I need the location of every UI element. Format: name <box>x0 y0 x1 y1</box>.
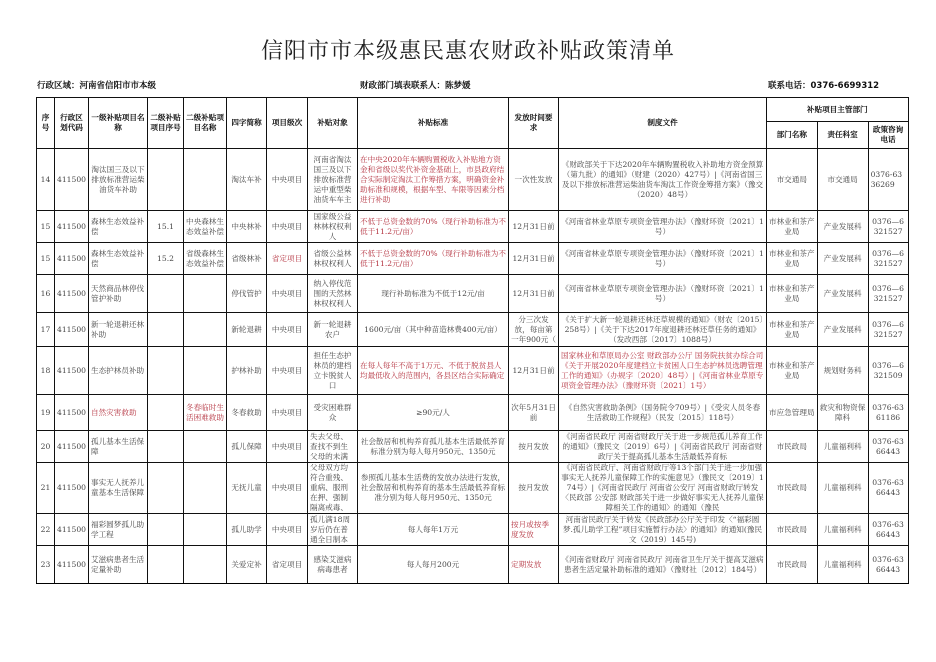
cell-abbr: 冬春救助 <box>227 395 267 431</box>
cell-abbr: 省级林补 <box>227 243 267 275</box>
policy-table <box>36 97 909 584</box>
cell-office: 儿童福利科 <box>817 431 868 463</box>
header-standard: 补贴标准 <box>358 98 509 149</box>
page-title: 信阳市市本级惠民惠农财政补贴政策清单 <box>260 39 675 64</box>
header-target: 补贴对象 <box>308 98 358 149</box>
cell-time: 定期发放 <box>509 546 559 584</box>
cell-time: 按月发放 <box>509 431 559 463</box>
cell-level2 <box>184 347 227 395</box>
cell-level2-seq <box>148 546 184 584</box>
cell-phone: 0376-6366443 <box>868 514 908 546</box>
cell-level1: 艾滋病患者生活定量补助 <box>89 546 148 584</box>
cell-office: 救灾和物资保障科 <box>817 395 868 431</box>
cell-code: 411500 <box>55 275 89 313</box>
cell-level1: 森林生态效益补偿 <box>89 211 148 243</box>
cell-standard: 在中央2020年车辆购置税收入补贴地方资金和省级以奖代补资金基础上，市县政府结合实际制定淘汰工作筹措方案，明确资金补助标准和规模，根据车型、车限等因素分档进行补助 <box>358 149 509 211</box>
cell-level1: 天然商品林停伐管护补助 <box>89 275 148 313</box>
header-dept-group: 补贴项目主管部门 <box>767 98 909 122</box>
cell-office: 产业发展科 <box>817 243 868 275</box>
cell-phone: 0376—6321509 <box>868 347 908 395</box>
cell-docs: 《关于扩大新一轮退耕还林还草规模的通知》（财农〔2015〕258号）|《关于下达2017年度退耕还林还草任务的通知》（发改西部〔2017〕1088号） <box>559 313 767 347</box>
cell-level2-seq: 15.2 <box>148 243 184 275</box>
table-row <box>37 463 909 514</box>
cell-docs: 《财政部关于下达2020年车辆购置税收入补助地方资金预算（第九批）的通知》（财建（2020）427号）|《河南省国三及以下排放标准营运柴油货车淘汰工作资金筹措方案》（豫交（2020）48号） <box>559 149 767 211</box>
cell-standard: 参照孤儿基本生活费的发放办法进行发放，社会散居和机构养育的基本生活最低养育标准分别为每人每月950元、1350元 <box>358 463 509 514</box>
cell-abbr: 孤儿助学 <box>227 514 267 546</box>
cell-time: 12月31日前 <box>509 243 559 275</box>
cell-office: 儿童福利科 <box>817 463 868 514</box>
table-row <box>37 514 909 546</box>
cell-level2-seq <box>148 395 184 431</box>
cell-code: 411500 <box>55 463 89 514</box>
table-row <box>37 347 909 395</box>
cell-docs: 《河南省林业草原专项资金管理办法》（豫财环资〔2021〕1号） <box>559 211 767 243</box>
cell-level2-seq: 15.1 <box>148 211 184 243</box>
cell-seq: 20 <box>37 431 55 463</box>
cell-abbr: 淘汰车补 <box>227 149 267 211</box>
cell-code: 411500 <box>55 546 89 584</box>
cell-office: 产业发展科 <box>817 275 868 313</box>
cell-level: 中央项目 <box>267 514 308 546</box>
cell-target: 国家级公益林林权权利人 <box>308 211 358 243</box>
cell-level1: 孤儿基本生活保障 <box>89 431 148 463</box>
cell-standard: 在每人每年不高于1万元、不低于脱贫县人均最低收入的范围内，各县区结合实际确定 <box>358 347 509 395</box>
cell-level: 中央项目 <box>267 313 308 347</box>
cell-dept: 市应急管理局 <box>767 395 818 431</box>
header-code: 行政区划代码 <box>55 98 89 149</box>
cell-target: 失去父母、查找不到生父母的未满 <box>308 431 358 463</box>
cell-seq: 23 <box>37 546 55 584</box>
cell-abbr: 关爱定补 <box>227 546 267 584</box>
cell-docs: 《河南省林业草原专项资金管理办法》（豫财环资〔2021〕1号） <box>559 243 767 275</box>
cell-seq: 18 <box>37 347 55 395</box>
cell-target: 纳入停伐范围的天然林林权权利人 <box>308 275 358 313</box>
cell-standard: ≥90元/人 <box>358 395 509 431</box>
cell-target: 新一轮退耕农户 <box>308 313 358 347</box>
cell-level2-seq <box>148 431 184 463</box>
cell-time: 12月31日前 <box>509 211 559 243</box>
region-label: 行政区域：河南省信阳市市本级 <box>37 81 157 91</box>
cell-time: 分三次发放，每亩第一年900元（ <box>509 313 559 347</box>
cell-level2 <box>184 514 227 546</box>
cell-level2 <box>184 463 227 514</box>
header-phone: 政策咨询电话 <box>868 122 908 149</box>
cell-level: 中央项目 <box>267 275 308 313</box>
cell-level2-seq <box>148 514 184 546</box>
cell-phone: 0376-6366443 <box>868 463 908 514</box>
cell-level2 <box>184 431 227 463</box>
cell-dept: 市民政局 <box>767 546 818 584</box>
cell-target: 受灾困难群众 <box>308 395 358 431</box>
cell-phone: 0376—6321527 <box>868 275 908 313</box>
table-row <box>37 149 909 211</box>
table-row <box>37 313 909 347</box>
cell-code: 411500 <box>55 347 89 395</box>
cell-time: 12月31日前 <box>509 347 559 395</box>
cell-docs: 《河南省民政厅、河南省财政厅等13个部门关于进一步加强事实无人抚养儿童保障工作的实施意见》（豫民文〔2019〕174号）|《河南省民政厅 河南省公安厅 河南省财政厅转发〈民政部 公安部 财政部关于进一步做好事实无人抚养儿童保障相关工作的通知〉的通知（豫民 <box>559 463 767 514</box>
cell-level2-seq <box>148 347 184 395</box>
header-time: 发放时间要求 <box>509 98 559 149</box>
cell-phone: 0376—6321527 <box>868 243 908 275</box>
cell-standard: 不低于总资金数的70%（现行补助标准为不低于11.2元/亩） <box>358 243 509 275</box>
cell-phone: 0376-6361186 <box>868 395 908 431</box>
table-row <box>37 431 909 463</box>
cell-time: 按月发放 <box>509 463 559 514</box>
cell-level: 中央项目 <box>267 347 308 395</box>
cell-target: 省级公益林林权权利人 <box>308 243 358 275</box>
cell-docs: 河南省民政厅关于转发《民政部办公厅关于印发〈“福彩圆梦.孤儿助学工程”项目实施暂行办法〉的通知》的通知(豫民文（2019）145号) <box>559 514 767 546</box>
cell-dept: 市民政局 <box>767 431 818 463</box>
cell-level1: 淘汰国三及以下排放标准营运柴油货车补助 <box>89 149 148 211</box>
cell-target: 担任生态护林员的建档立卡脱贫人口 <box>308 347 358 395</box>
cell-level: 中央项目 <box>267 463 308 514</box>
cell-level2 <box>184 313 227 347</box>
cell-time: 12月31日前 <box>509 275 559 313</box>
cell-level1: 生态护林员补助 <box>89 347 148 395</box>
cell-level2-seq <box>148 463 184 514</box>
contact-label: 财政部门填表联系人：陈梦媛 <box>360 81 471 91</box>
cell-level2-seq <box>148 313 184 347</box>
cell-docs: 《河南省财政厅 河南省民政厅 河南省卫生厅关于提高艾滋病患者生活定量补助标准的通知》（豫财社〔2012〕184号） <box>559 546 767 584</box>
cell-phone: 0376—6321527 <box>868 211 908 243</box>
cell-level1: 森林生态效益补偿 <box>89 243 148 275</box>
cell-dept: 市民政局 <box>767 514 818 546</box>
header-documents: 制度文件 <box>559 98 767 149</box>
cell-time: 按月或按季度发放 <box>509 514 559 546</box>
cell-level: 中央项目 <box>267 211 308 243</box>
cell-level1: 福彩圆梦孤儿助学工程 <box>89 514 148 546</box>
cell-phone: 0376-6366443 <box>868 546 908 584</box>
cell-level2 <box>184 149 227 211</box>
cell-time: 次年5月31日前 <box>509 395 559 431</box>
cell-seq: 14 <box>37 149 55 211</box>
cell-phone: 0376-6366443 <box>868 431 908 463</box>
cell-time: 一次性发放 <box>509 149 559 211</box>
cell-phone: 0376-6336269 <box>868 149 908 211</box>
cell-standard: 每人每年1万元 <box>358 514 509 546</box>
cell-seq: 17 <box>37 313 55 347</box>
cell-level2 <box>184 546 227 584</box>
header-seq: 序号 <box>37 98 55 149</box>
cell-level2: 中央森林生态效益补偿 <box>184 211 227 243</box>
table-row <box>37 243 909 275</box>
cell-dept: 市民政局 <box>767 463 818 514</box>
header-level2-name: 二级补贴项目名称 <box>184 98 227 149</box>
cell-office: 产业发展科 <box>817 211 868 243</box>
cell-dept: 市林业和茶产业局 <box>767 347 818 395</box>
cell-seq: 21 <box>37 463 55 514</box>
cell-standard: 每人每月200元 <box>358 546 509 584</box>
table-row <box>37 546 909 584</box>
cell-code: 411500 <box>55 313 89 347</box>
cell-level2: 省级森林生态效益补偿 <box>184 243 227 275</box>
cell-level1: 自然灾害救助 <box>89 395 148 431</box>
cell-office: 儿童福利科 <box>817 514 868 546</box>
header-dept-name: 部门名称 <box>767 122 818 149</box>
cell-code: 411500 <box>55 395 89 431</box>
cell-office: 规划财务科 <box>817 347 868 395</box>
cell-abbr: 新轮退耕 <box>227 313 267 347</box>
cell-level: 中央项目 <box>267 149 308 211</box>
cell-dept: 市林业和茶产业局 <box>767 243 818 275</box>
cell-docs: 《河南省林业草原专项资金管理办法》（豫财环资〔2021〕1号） <box>559 275 767 313</box>
cell-standard: 1600元/亩（其中种苗造林费400元/亩） <box>358 313 509 347</box>
cell-target: 孤儿满18周岁后仍在普通全日制本 <box>308 514 358 546</box>
cell-docs: 国家林业和草原局办公室 财政部办公厅 国务院扶贫办综合司《关于开展2020年度建档立卡贫困人口生态护林员选聘管理工作的通知》（办规字〔2020〕48号）|《河南省林业草原专项资金管理办法》（豫财环资〔2021〕1号） <box>559 347 767 395</box>
cell-seq: 15 <box>37 243 55 275</box>
cell-abbr: 护林补助 <box>227 347 267 395</box>
cell-level2-seq <box>148 275 184 313</box>
cell-level: 中央项目 <box>267 431 308 463</box>
phone-label: 联系电话：0376-6699312 <box>768 81 880 91</box>
cell-dept: 市林业和茶产业局 <box>767 211 818 243</box>
header-abbr: 四字简称 <box>227 98 267 149</box>
cell-code: 411500 <box>55 149 89 211</box>
cell-code: 411500 <box>55 211 89 243</box>
cell-abbr: 无抚儿童 <box>227 463 267 514</box>
cell-target: 父母双方均符合重残、重病、服刑在押、强制隔离戒毒、 <box>308 463 358 514</box>
cell-standard: 不低于总资金数的70%（现行补助标准为不低于11.2元/亩） <box>358 211 509 243</box>
cell-dept: 市林业和茶产业局 <box>767 275 818 313</box>
cell-seq: 22 <box>37 514 55 546</box>
cell-level2-seq <box>148 149 184 211</box>
header-office: 责任科室 <box>817 122 868 149</box>
cell-level: 省定项目 <box>267 546 308 584</box>
cell-dept: 市林业和茶产业局 <box>767 313 818 347</box>
table-row <box>37 211 909 243</box>
table-row <box>37 275 909 313</box>
cell-seq: 16 <box>37 275 55 313</box>
header-project-level: 项目级次 <box>267 98 308 149</box>
cell-level2: 冬春临时生活困难救助 <box>184 395 227 431</box>
cell-office: 产业发展科 <box>817 313 868 347</box>
cell-level2 <box>184 275 227 313</box>
cell-seq: 15 <box>37 211 55 243</box>
cell-abbr: 中央林补 <box>227 211 267 243</box>
cell-office: 儿童福利科 <box>817 546 868 584</box>
cell-level: 省定项目 <box>267 243 308 275</box>
cell-code: 411500 <box>55 514 89 546</box>
cell-office: 市交通局 <box>817 149 868 211</box>
cell-code: 411500 <box>55 431 89 463</box>
cell-level1: 事实无人抚养儿童基本生活保障 <box>89 463 148 514</box>
cell-seq: 19 <box>37 395 55 431</box>
cell-dept: 市交通局 <box>767 149 818 211</box>
cell-target: 感染艾滋病病毒患者 <box>308 546 358 584</box>
cell-code: 411500 <box>55 243 89 275</box>
cell-docs: 《自然灾害救助条例》（国务院令709号）|《受灾人员冬春生活救助工作规程》（民发〔2015〕118号） <box>559 395 767 431</box>
cell-target: 河南省淘汰国三及以下排放标准营运中重型柴油货车车主 <box>308 149 358 211</box>
cell-standard: 现行补助标准为不低于12元/亩 <box>358 275 509 313</box>
header-level2-seq: 二级补贴项目序号 <box>148 98 184 149</box>
table-row <box>37 395 909 431</box>
cell-abbr: 孤儿保障 <box>227 431 267 463</box>
cell-abbr: 停伐管护 <box>227 275 267 313</box>
cell-level1: 新一轮退耕还林补助 <box>89 313 148 347</box>
cell-docs: 《河南省民政厅 河南省财政厅关于进一步规范孤儿养育工作的通知》（豫民文〔2019〕6号）|《河南省民政厅 河南省财政厅关于提高孤儿基本生活最低养育标 <box>559 431 767 463</box>
cell-phone: 0376—6321527 <box>868 313 908 347</box>
cell-level: 中央项目 <box>267 395 308 431</box>
cell-standard: 社会散居和机构养育孤儿基本生活最低养育标准分别为每人每月950元、1350元 <box>358 431 509 463</box>
header-level1-name: 一级补贴项目名称 <box>89 98 148 149</box>
